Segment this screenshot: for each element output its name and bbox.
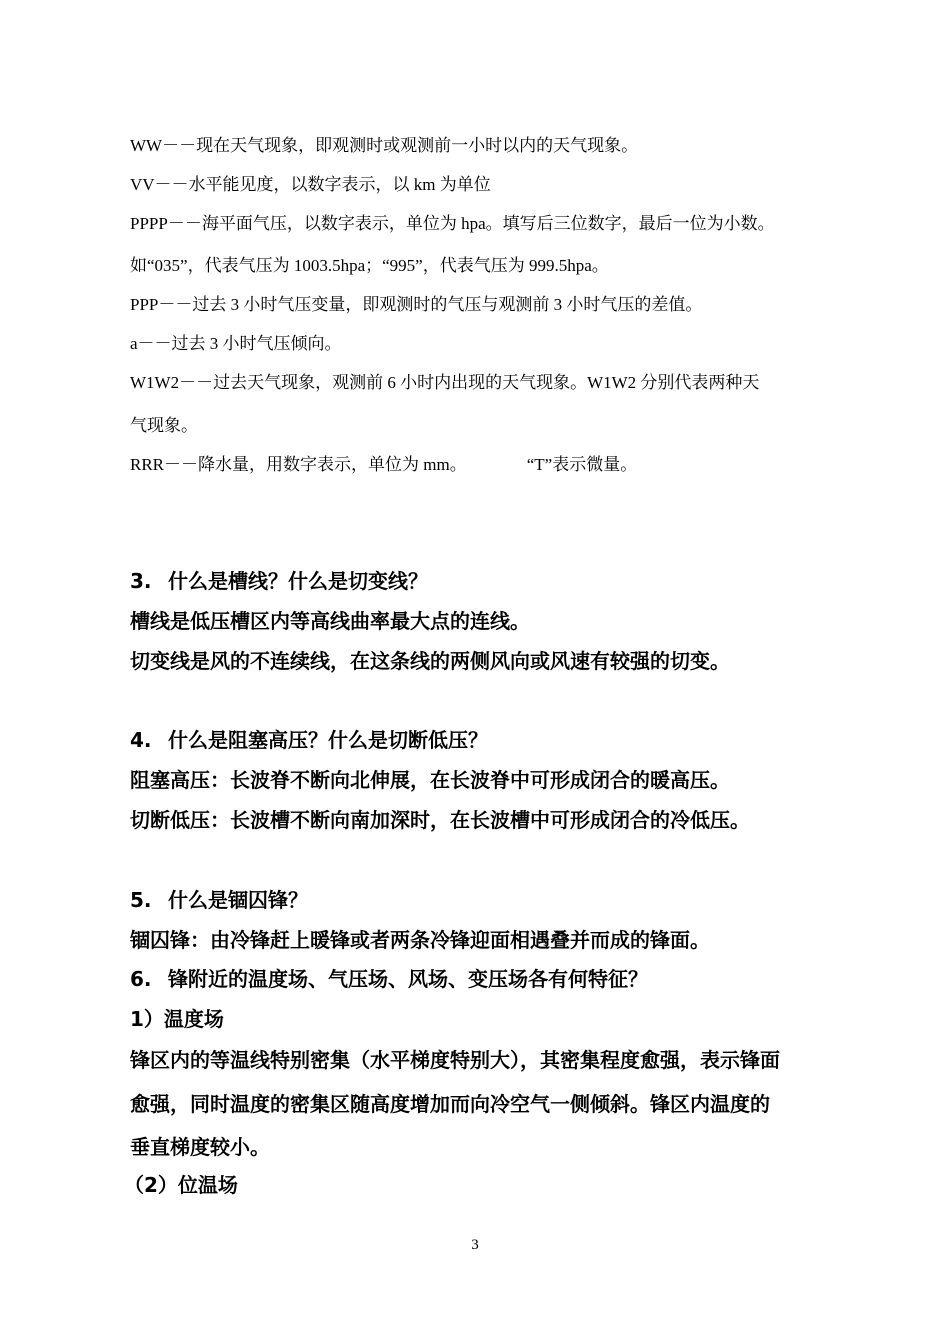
question-5-answer: 锢囚锋：由冷锋赶上暖锋或者两条冷锋迎面相遇叠并而成的锋面。: [130, 928, 710, 952]
question-number: 6.: [130, 967, 152, 991]
question-text: 什么是槽线？什么是切变线？: [168, 569, 428, 593]
subsection-temperature-title: 1）温度场: [130, 1007, 224, 1031]
question-3-answer-1: 槽线是低压槽区内等高线曲率最大点的连线。: [130, 609, 530, 633]
question-5-heading: [130, 890, 308, 910]
rrr-trace-text: “T”表示微量。: [526, 455, 638, 474]
question-number: 4.: [130, 728, 152, 752]
question-6-heading: [130, 969, 648, 989]
rrr-main-text: RRR－－降水量，用数字表示，单位为 mm。: [130, 455, 467, 474]
code-rrr-definition: [130, 456, 637, 473]
code-a-definition: a－－过去 3 小时气压倾向。: [130, 334, 342, 353]
question-3-answer-2: 切变线是风的不连续线，在这条线的两侧风向或风速有较强的切变。: [130, 649, 730, 673]
question-4-answer-1: 阻塞高压：长波脊不断向北伸展，在长波脊中可形成闭合的暖高压。: [130, 768, 730, 792]
page-number: 3: [471, 1237, 479, 1253]
code-ww-definition: WW－－现在天气现象，即观测时或观测前一小时以内的天气现象。: [130, 136, 639, 155]
temperature-text-line-3: 垂直梯度较小。: [130, 1135, 270, 1159]
question-text: 什么是阻塞高压？什么是切断低压？: [168, 728, 488, 752]
code-w1w2-continuation: 气现象。: [130, 416, 198, 435]
code-pppp-example: 如“035”，代表气压为 1003.5hpa；“995”，代表气压为 999.5hpa。: [130, 256, 609, 275]
question-number: 5.: [130, 888, 152, 912]
code-w1w2-definition: W1W2－－过去天气现象，观测前 6 小时内出现的天气现象。W1W2 分别代表两种天: [130, 373, 760, 392]
question-4-heading: [130, 730, 488, 750]
question-4-answer-2: 切断低压：长波槽不断向南加深时，在长波槽中可形成闭合的冷低压。: [130, 808, 750, 832]
code-ppp-definition: PPP－－过去 3 小时气压变量，即观测时的气压与观测前 3 小时气压的差值。: [130, 295, 703, 314]
code-vv-definition: VV－－水平能见度，以数字表示，以 km 为单位: [130, 175, 491, 194]
question-text: 什么是锢囚锋？: [168, 888, 308, 912]
question-number: 3.: [130, 569, 152, 593]
question-text: 锋附近的温度场、气压场、风场、变压场各有何特征？: [168, 967, 648, 991]
temperature-text-line-1: 锋区内的等温线特别密集（水平梯度特别大），其密集程度愈强，表示锋面: [130, 1048, 780, 1072]
temperature-text-line-2: 愈强，同时温度的密集区随高度增加而向冷空气一侧倾斜。锋区内温度的: [130, 1092, 770, 1116]
code-pppp-definition: PPPP－－海平面气压，以数字表示，单位为 hpa。填写后三位数字，最后一位为小数。: [130, 214, 775, 233]
subsection-potential-temperature-title: （2）位温场: [124, 1173, 238, 1197]
question-3-heading: [130, 571, 428, 591]
